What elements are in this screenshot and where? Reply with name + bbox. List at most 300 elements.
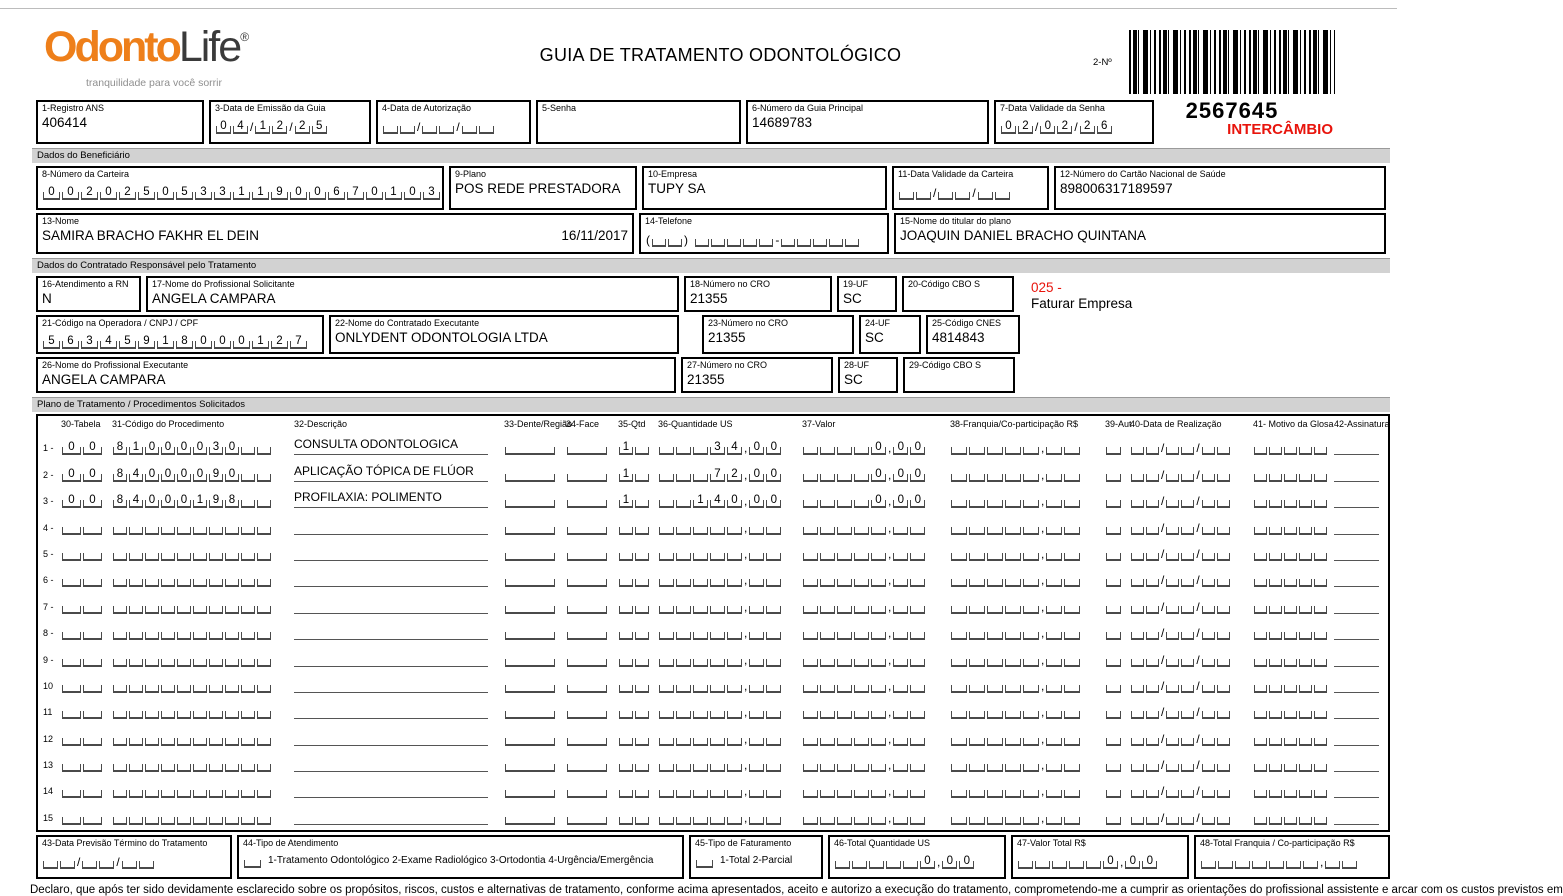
comb-cell (978, 184, 993, 200)
comb-cell (803, 756, 818, 772)
comb-cell (837, 756, 852, 772)
comb-cell (1064, 492, 1080, 508)
comb-cell (1314, 809, 1327, 825)
column-header-face: 34-Face (566, 419, 600, 429)
comb-cell (969, 651, 985, 667)
comb-cell (710, 571, 725, 587)
comb-cell (1342, 853, 1357, 869)
comb-cell (951, 651, 967, 667)
comb-cell (1299, 571, 1312, 587)
assinatura-field (1334, 467, 1383, 482)
column-header-aut: 39-Aut (1105, 419, 1132, 429)
comb-cell (1064, 730, 1080, 746)
comb-cell (82, 853, 97, 869)
comb-cell (257, 782, 271, 798)
comb-cell: 0 (43, 184, 60, 200)
valor-cells (802, 568, 938, 587)
comb-cell (727, 730, 742, 746)
aut-cell (1105, 489, 1125, 508)
field-codigo-cnes (926, 315, 1020, 354)
comb-cell (871, 651, 886, 667)
comb-cell (1064, 571, 1080, 587)
procedure-row (43, 669, 1383, 695)
beneficiary-birthdate: 16/11/2017 (561, 228, 628, 243)
comb-cell (803, 730, 818, 746)
comb-cell (916, 184, 931, 200)
field-codigo-operadora-cnpj (36, 315, 324, 354)
comb-cell (803, 651, 818, 667)
comb-cell (129, 703, 143, 719)
comb-cell: 8 (113, 466, 127, 482)
motivo-glosa-cells (1253, 779, 1329, 798)
comb-cell (969, 598, 985, 614)
comb-cell (145, 519, 159, 535)
field-label: 28-UF (844, 360, 870, 370)
comb-cell (727, 571, 742, 587)
qtd-cells (618, 489, 650, 508)
comb-cell (951, 624, 967, 640)
comb-cell (987, 730, 1003, 746)
descricao-field (294, 753, 488, 772)
comb-cell (1046, 598, 1062, 614)
comb-cell: 1 (157, 333, 174, 349)
face-cell (566, 489, 612, 508)
field-profissional-executante (36, 357, 676, 393)
qtd-cells (618, 779, 650, 798)
procedure-row (43, 800, 1383, 826)
comb-cell (766, 782, 781, 798)
comb-cell (1046, 439, 1062, 455)
comb-cell (1254, 756, 1267, 772)
field-value (908, 290, 1008, 307)
intercambio-stamp: INTERCÂMBIO (1227, 121, 1333, 138)
field-senha (536, 100, 741, 144)
comb-separator: , (1041, 731, 1045, 746)
comb-cell (619, 756, 633, 772)
comb-separator: , (744, 599, 748, 614)
procedure-row-number: 10 (43, 680, 54, 691)
comb-cell: 0 (404, 184, 421, 200)
qtd-cells (618, 436, 650, 455)
comb-cell (161, 782, 175, 798)
quantidade-us-cells (658, 779, 796, 798)
comb-cell (209, 545, 223, 561)
comb-cell (938, 184, 953, 200)
comb-cell (635, 439, 649, 455)
comb-separator: , (744, 810, 748, 825)
assinatura-field (1334, 757, 1383, 772)
field-tipo-faturamento (689, 835, 823, 879)
comb-cell: 0 (910, 466, 925, 482)
comb-cell (619, 571, 633, 587)
comb-cell (749, 651, 764, 667)
comb-cell (1106, 624, 1121, 640)
assinatura-field (1334, 599, 1383, 614)
comb-cell (693, 730, 708, 746)
field-label: 48-Total Franquia / Co-participação R$ (1200, 837, 1355, 848)
field-label: 7-Data Validade da Senha (1000, 103, 1105, 113)
comb-cell (995, 184, 1010, 200)
top-divider (0, 8, 1397, 9)
comb-cell (766, 571, 781, 587)
comb-cell (225, 651, 239, 667)
comb-cell (1202, 439, 1215, 455)
comb-cell (193, 624, 207, 640)
field-label: 4-Data de Autorização (382, 103, 472, 113)
dente-regiao-cell (504, 621, 560, 640)
comb-cell (177, 677, 191, 693)
valor-cells (802, 621, 938, 640)
section-bar-plano-tratamento: Plano de Tratamento / Procedimentos Solicitados (32, 397, 1390, 412)
comb-cell (1023, 492, 1039, 508)
field-numero-cro-prof-executante (681, 357, 833, 393)
comb-cell (1005, 545, 1021, 561)
comb-cell (676, 492, 691, 508)
assinatura-field (1334, 678, 1383, 693)
comb-separator: / (1161, 678, 1165, 693)
comb-separator: , (888, 546, 892, 561)
comb-cell (1299, 519, 1312, 535)
field-valor-total (1011, 835, 1189, 879)
comb-cell (1202, 545, 1215, 561)
codigo-procedimento-cells (112, 463, 274, 482)
guia-tratamento-odontologico-document (0, 8, 1563, 896)
comb-cell (241, 703, 255, 719)
comb-cell (987, 571, 1003, 587)
comb-cell (766, 519, 781, 535)
comb-cell (1166, 466, 1179, 482)
motivo-glosa-cells (1253, 542, 1329, 561)
comb-cell (1314, 571, 1327, 587)
comb-cell (113, 651, 127, 667)
valor-cells (802, 779, 938, 798)
comb-cell: 0 (145, 492, 159, 508)
comb-cell (225, 677, 239, 693)
column-header-assinatura: 42-Assinatura (1334, 419, 1390, 429)
comb-cell (1005, 466, 1021, 482)
comb-cell (676, 651, 691, 667)
barcode-number-label: 2-Nº (1093, 56, 1112, 68)
comb-cell (951, 809, 967, 825)
comb-cell: 8 (113, 492, 127, 508)
comb-cell (803, 492, 818, 508)
comb-separator: , (744, 784, 748, 799)
codigo-procedimento-cells (112, 516, 274, 535)
field-value: ANGELA CAMPARA (42, 372, 166, 387)
comb-cell (871, 519, 886, 535)
comb-cell (845, 231, 859, 247)
procedure-row (43, 695, 1383, 721)
comb-separator: / (1196, 626, 1200, 641)
comb-cell: 9 (209, 466, 223, 482)
data-realizacao-cells (1130, 489, 1248, 508)
comb-cell (1035, 853, 1050, 869)
dente-regiao-cell (504, 542, 560, 561)
face-cell (566, 621, 612, 640)
comb-cell (854, 545, 869, 561)
field-tipo-atendimento (237, 835, 684, 879)
comb-cell (749, 598, 764, 614)
comb-cell: 0 (910, 492, 925, 508)
comb-cell (1146, 571, 1159, 587)
comb-cell (161, 809, 175, 825)
comb-cell (113, 545, 127, 561)
comb-cell (676, 519, 691, 535)
column-header-valor: 37-Valor (802, 419, 836, 429)
comb-separator: , (1041, 546, 1045, 561)
comb-cell (837, 782, 852, 798)
franquia-cells (950, 727, 1100, 746)
comb-cell (567, 651, 607, 667)
field-value (42, 329, 308, 349)
comb-cell (987, 703, 1003, 719)
tabela-cells (61, 621, 107, 640)
comb-cell (177, 703, 191, 719)
motivo-glosa-cells (1253, 621, 1329, 640)
data-realizacao-cells (1130, 806, 1248, 825)
quantidade-us-cells (658, 489, 796, 508)
comb-cell (893, 730, 908, 746)
comb-cell (1046, 809, 1062, 825)
comb-cell (766, 756, 781, 772)
comb-cell (1269, 782, 1282, 798)
comb-cell (1254, 730, 1267, 746)
comb-cell (1217, 782, 1230, 798)
comb-cell: 0 (766, 466, 781, 482)
comb-cell (1146, 545, 1159, 561)
field-plano (449, 166, 637, 210)
motivo-glosa-cells (1253, 595, 1329, 614)
franquia-cells (950, 779, 1100, 798)
comb-cell (1299, 598, 1312, 614)
comb-cell (803, 624, 818, 640)
comb-cell (910, 730, 925, 746)
comb-cell (193, 545, 207, 561)
comb-cell (951, 677, 967, 693)
comb-cell (145, 703, 159, 719)
field-nome-beneficiario (36, 213, 634, 254)
field-uf-prof-executante (838, 357, 898, 393)
face-cell (566, 648, 612, 667)
comb-separator: / (1161, 626, 1165, 641)
comb-cell (1269, 809, 1282, 825)
franquia-cells (950, 648, 1100, 667)
comb-cell (1217, 519, 1230, 535)
comb-cell (852, 853, 867, 869)
comb-cell (987, 651, 1003, 667)
comb-separator: - (775, 233, 780, 247)
tabela-cells (61, 727, 107, 746)
field-value (1200, 849, 1358, 869)
comb-cell (727, 677, 742, 693)
comb-cell (1299, 466, 1312, 482)
comb-cell (727, 756, 742, 772)
comb-cell: 0 (100, 184, 117, 200)
field-value (695, 849, 817, 868)
comb-cell: 0 (366, 184, 383, 200)
dente-regiao-cell (504, 595, 560, 614)
comb-cell (987, 439, 1003, 455)
comb-cell (62, 598, 81, 614)
valor-cells (802, 648, 938, 667)
field-atendimento-rn (36, 276, 141, 312)
qtd-cells (618, 648, 650, 667)
comb-cell (257, 756, 271, 772)
comb-cell (129, 571, 143, 587)
comb-cell (693, 703, 708, 719)
comb-cell (1217, 439, 1230, 455)
comb-cell (1023, 571, 1039, 587)
comb-cell (820, 677, 835, 693)
field-label: 15-Nome do titular do plano (900, 216, 1012, 226)
comb-separator: / (417, 120, 421, 134)
comb-cell (1046, 571, 1062, 587)
procedure-row (43, 721, 1383, 747)
field-label: 44-Tipo de Atendimento (243, 837, 339, 848)
comb-cell (567, 492, 607, 508)
comb-cell (619, 651, 633, 667)
comb-cell (505, 439, 555, 455)
comb-cell (693, 677, 708, 693)
codigo-procedimento-cells (112, 700, 274, 719)
comb-separator: , (888, 441, 892, 456)
comb-cell (129, 782, 143, 798)
comb-cell (505, 651, 555, 667)
comb-cell: 2 (119, 184, 136, 200)
comb-separator: / (1161, 784, 1165, 799)
comb-cell (257, 598, 271, 614)
comb-separator: , (937, 854, 941, 869)
comb-separator: / (77, 854, 81, 869)
motivo-glosa-cells (1253, 516, 1329, 535)
comb-cell (1005, 651, 1021, 667)
comb-cell (129, 677, 143, 693)
comb-cell (1269, 545, 1282, 561)
assinatura-line (1334, 810, 1379, 825)
comb-cell (1064, 624, 1080, 640)
comb-cell (422, 118, 437, 134)
comb-cell (820, 598, 835, 614)
comb-cell (1131, 703, 1144, 719)
comb-cell (567, 598, 607, 614)
comb-cell: 0 (766, 492, 781, 508)
comb-cell (161, 571, 175, 587)
comb-cell (803, 809, 818, 825)
comb-cell (635, 598, 649, 614)
comb-cell (710, 809, 725, 825)
comb-cell (1023, 439, 1039, 455)
comb-cell (1131, 782, 1144, 798)
comb-cell (619, 677, 633, 693)
comb-separator: , (888, 731, 892, 746)
comb-cell (505, 730, 555, 746)
comb-cell (781, 231, 795, 247)
assinatura-line (1334, 704, 1379, 719)
valor-cells (802, 489, 938, 508)
comb-cell (1146, 439, 1159, 455)
comb-separator: , (888, 705, 892, 720)
procedure-row (43, 510, 1383, 536)
comb-cell (903, 853, 918, 869)
comb-cell (129, 598, 143, 614)
comb-cell (969, 466, 985, 482)
comb-cell (899, 184, 914, 200)
comb-cell (257, 492, 271, 508)
comb-cell: 2 (1057, 118, 1072, 134)
comb-cell: 9 (138, 333, 155, 349)
dente-regiao-cell (504, 648, 560, 667)
comb-cell (820, 439, 835, 455)
comb-separator: , (744, 520, 748, 535)
comb-cell (659, 703, 674, 719)
procedure-row-number: 4 - (43, 522, 54, 533)
comb-cell (193, 703, 207, 719)
comb-cell (910, 571, 925, 587)
face-cell (566, 568, 612, 587)
field-label: 45-Tipo de Faturamento (695, 837, 792, 848)
comb-cell: 1 (619, 439, 633, 455)
comb-cell (749, 809, 764, 825)
comb-cell (1106, 466, 1121, 482)
tabela-cells (61, 753, 107, 772)
comb-cell (225, 624, 239, 640)
comb-cell (820, 809, 835, 825)
comb-cell (439, 118, 454, 134)
comb-cell: 1 (619, 466, 633, 482)
field-profissional-solicitante (146, 276, 679, 312)
comb-cell (910, 677, 925, 693)
descricao-field (294, 489, 488, 508)
descricao-field (294, 595, 488, 614)
comb-cell (893, 677, 908, 693)
comb-cell (1269, 651, 1282, 667)
comb-cell (951, 492, 967, 508)
comb-cell (241, 598, 255, 614)
comb-cell (193, 519, 207, 535)
qtd-cells (618, 516, 650, 535)
field-value: ONLYDENT ODONTOLOGIA LTDA (335, 330, 548, 345)
comb-cell: 5 (119, 333, 136, 349)
comb-cell (113, 756, 127, 772)
comb-cell (1166, 439, 1179, 455)
field-label: 26-Nome do Profissional Executante (42, 360, 189, 370)
comb-separator: / (1161, 441, 1165, 456)
beneficiary-name: SAMIRA BRACHO FAKHR EL DEIN (42, 228, 260, 243)
comb-cell: 0 (62, 466, 81, 482)
comb-cell (257, 677, 271, 693)
comb-cell (1005, 571, 1021, 587)
comb-separator: , (1041, 652, 1045, 667)
comb-cell (659, 466, 674, 482)
comb-cell (161, 519, 175, 535)
comb-cell (1202, 703, 1215, 719)
comb-cell (1299, 809, 1312, 825)
column-header-codigo: 31-Código do Procedimento (112, 419, 225, 429)
comb-cell (727, 545, 742, 561)
comb-cell (619, 782, 633, 798)
assinatura-line (1334, 652, 1379, 667)
comb-separator: / (1196, 731, 1200, 746)
field-label: 1-Registro ANS (42, 103, 105, 113)
field-total-franquia (1194, 835, 1390, 879)
comb-cell (693, 782, 708, 798)
assinatura-field (1334, 783, 1383, 798)
comb-separator: / (1161, 494, 1165, 509)
comb-cell (567, 519, 607, 535)
comb-cell (1146, 466, 1159, 482)
comb-cell (161, 703, 175, 719)
comb-cell (209, 756, 223, 772)
